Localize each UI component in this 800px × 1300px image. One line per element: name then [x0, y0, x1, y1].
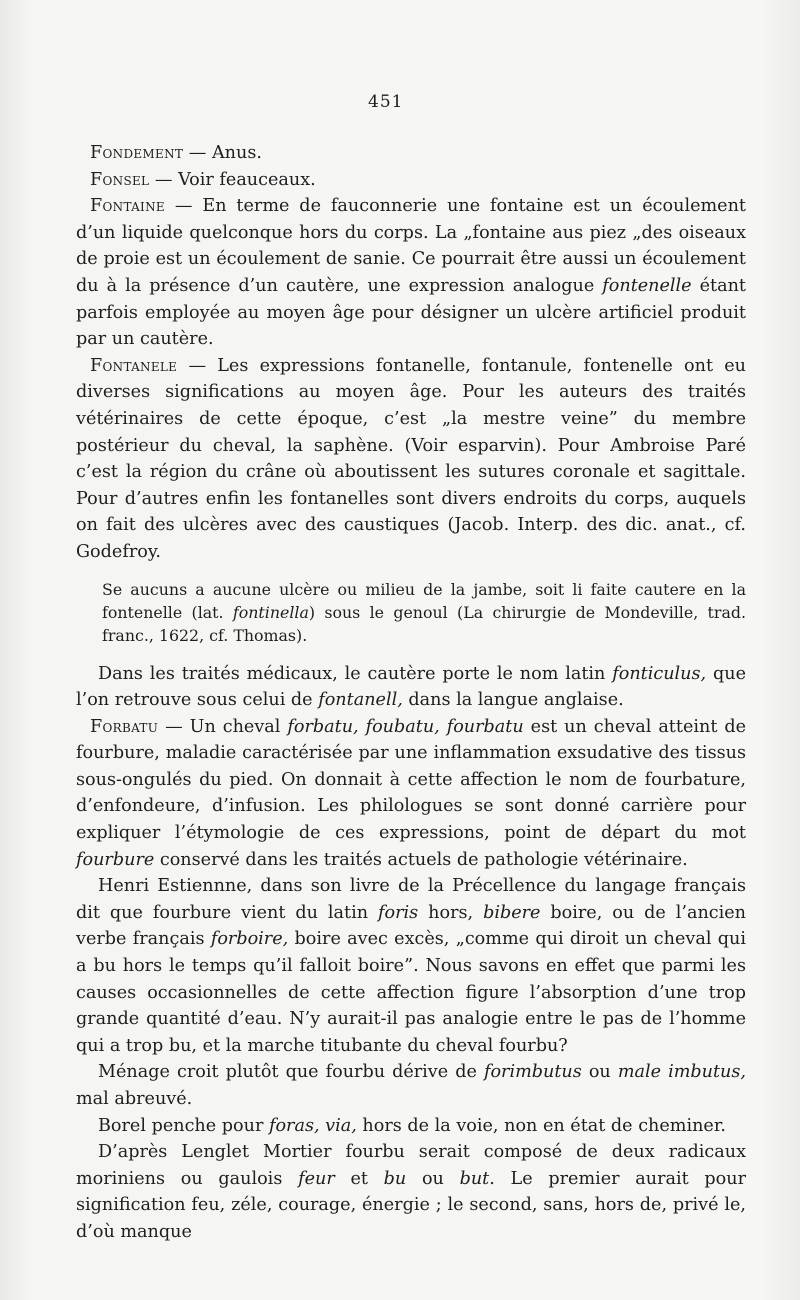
headword: Fonsel	[90, 169, 150, 190]
entry-fonsel: Fonsel — Voir feauceaux.	[90, 169, 316, 190]
definition: Voir feauceaux.	[178, 169, 316, 190]
paragraph-estienne: Henri Estiennne, dans son livre de la Précellence du langage français dit que fourbure vient du latin foris hors, bibere boire, ou de l’ancien verbe français forboire, boire avec excès, „comme qui diroit un cheval qui a bu hors le temps qu’il falloit boire”. Nous savons en effet que parmi les causes occasionnelles de cette affection figure l’absorption d’une trop grande quantité d’eau. N’y aurait-il pas analogie entre le pas de l’homme qui a trop bu, et la marche titubante du cheval fourbu?	[76, 876, 746, 1056]
entry-fontanele: Fontanele — Les expressions fontanelle, fontanule, fontenelle ont eu diverses significations au moyen âge. Pour les auteurs des traités vétérinaires de cette époque, c’est „la mestre veine” du membre postérieur du cheval, la saphène. (Voir esparvin). Pour Ambroise Paré c’est la région du crâne où aboutissent les sutures coronale et sagittale. Pour d’autres enfin les fontanelles sont divers endroits du corps, auquels on fait des ulcères avec des caustiques (Jacob. Interp. des dic. anat., cf. Godefroy.	[76, 355, 746, 562]
block-quote-mondeville: Se aucuns a aucune ulcère ou milieu de la jambe, soit li faite cautere en la fontenelle (lat. fontinella) sous le genoul (La chirurgie de Mondeville, trad. franc., 1622, cf. Thomas).	[102, 579, 747, 645]
headword: Fontanele	[90, 355, 178, 376]
entry-fondement: Fondement — Anus.	[90, 143, 262, 163]
paragraph-menage: Ménage croit plutôt que fourbu dérive de forimbutus ou male imbutus, mal abreuvé.	[76, 1062, 746, 1109]
headword: Fontaine	[90, 196, 165, 217]
headword: Fondement	[90, 143, 184, 163]
headword: Forbatu	[90, 716, 159, 737]
page-number: 451	[368, 92, 404, 112]
paragraph-borel: Borel penche pour foras, via, hors de la voie, non en état de cheminer.	[98, 1115, 726, 1136]
page-body	[76, 140, 746, 1246]
definition: Anus.	[211, 143, 262, 163]
paragraph-traites-medicaux: Dans les traités médicaux, le cautère porte le nom latin fonticulus, que l’on retrouve sous celui de fontanell, dans la langue anglaise.	[76, 663, 746, 711]
entry-forbatu: Forbatu — Un cheval forbatu, foubatu, fourbatu est un cheval atteint de fourbure, maladie caractérisée par une inflammation exsudative des tissus sous-ongulés du pied. On donnait à cette affection le nom de fourbature, d’enfondeure, d’infusion. Les philologues se sont donné carrière pour expliquer l’étymologie de ces expressions, point de départ du mot fourbure conservé dans les traités actuels de pathologie vétérinaire.	[76, 716, 747, 870]
definition: Les expressions fontanelle, fontanule, fontenelle ont eu diverses significations au moyen âge. Pour les auteurs des traités vétérinaires de cette époque, c’est „la mestre veine” du membre postérieur du cheval, la saphène. (Voir esparvin). Pour Ambroise Paré c’est la région du crâne où aboutissent les sutures coronale et sagittale. Pour d’autres enfin les fontanelles sont divers endroits du corps, auquels on fait des ulcères avec des caustiques (Jacob. Interp. des dic. anat., cf. Godefroy.	[76, 355, 746, 562]
paragraph-lenglet: D’après Lenglet Mortier fourbu serait composé de deux radicaux moriniens ou gaulois feur et bu ou but. Le premier aurait pour signification feu, zéle, courage, énergie ; le second, sans, hors de, privé le, d’où manque	[76, 1142, 747, 1242]
entry-fontaine: Fontaine — En terme de fauconnerie une fontaine est un écoulement d’un liquide quelconque hors du corps. La „fontaine aus piez „des oiseaux de proie est un écoulement de sanie. Ce pourrait être aussi un écoulement du à la présence d’un cautère, une expression analogue fontenelle étant parfois employée au moyen âge pour désigner un ulcère artificiel produit par un cautère.	[76, 196, 746, 350]
